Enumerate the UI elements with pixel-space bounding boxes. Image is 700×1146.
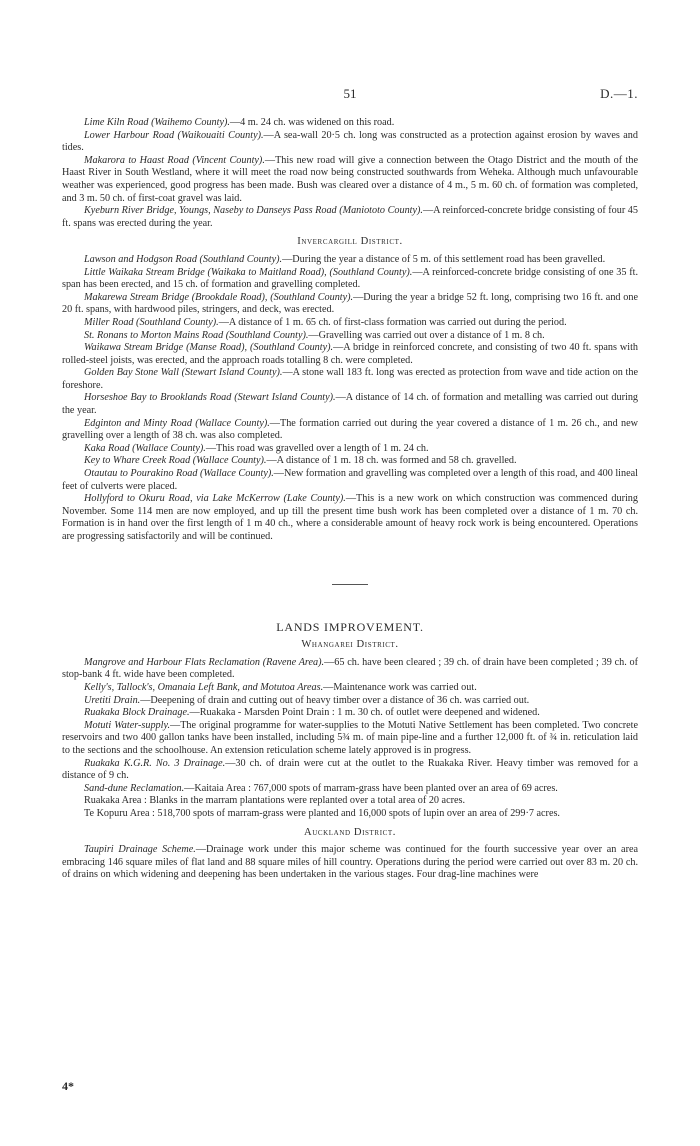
paragraph <box>62 317 638 330</box>
paragraph-text: —This new road will give a connection between the Otago District and the mouth of the Haast River in South Westland, where it will meet the road now being constructed southwards from Weheka. Although much unfavourable weather was experienced, good progress has been made. Bush was cleared over a distance of 4 m., 5 m. 60 ch. of formation was completed, and 3 m. 50 ch. of first-coat gravel was laid. <box>62 154 638 204</box>
section-divider <box>332 584 368 585</box>
paragraph-title: Kaka Road (Wallace County). <box>84 442 206 454</box>
paragraph-text: —A reinforced-concrete bridge consisting of four 45 ft. spans was erected during the year. <box>62 205 638 229</box>
paragraph-title: Little Waikaka Stream Bridge (Waikaka to Maitland Road), (Southland County). <box>84 266 413 278</box>
paragraph-text: —30 ch. of drain were cut at the outlet to the Ruakaka River. Heavy timber was removed for a distance of 9 ch. <box>62 757 638 782</box>
paragraph-title: St. Ronans to Morton Mains Road (Southland County). <box>84 329 309 341</box>
paragraph <box>62 418 638 443</box>
paragraph <box>62 130 638 155</box>
paragraph-title: Horseshoe Bay to Brooklands Road (Stewart Island County). <box>84 392 336 404</box>
paragraph <box>62 493 638 543</box>
paragraph-title: Lime Kiln Road (Waihemo County). <box>84 117 230 128</box>
paragraph-text: —The formation carried out during the year covered a distance of 1 m. 26 ch., and new gravelling over a length of 38 ch. was also completed. <box>62 417 638 442</box>
paragraph-text: —This road was gravelled over a length of 1 m. 24 ch. <box>205 442 429 454</box>
paragraph <box>62 155 638 205</box>
paragraph-text: —Deepening of drain and cutting out of heavy timber over a distance of 36 ch. was carried out. <box>140 694 530 706</box>
paragraph <box>62 795 638 808</box>
paragraph-title: Otautau to Pourakino Road (Wallace County). <box>84 468 274 480</box>
page-body <box>62 117 638 882</box>
paragraph <box>62 205 638 230</box>
paragraph <box>62 844 638 882</box>
paragraph-title: Waikawa Stream Bridge (Manse Road), (Southland County). <box>84 342 334 354</box>
paragraph-text: Ruakaka Area : Blanks in the marram plantations were replanted over a total area of 20 acres. <box>84 795 466 807</box>
paragraph-text: —During the year a bridge 52 ft. long, comprising two 16 ft. and one 20 ft. spans, with hardwood piles, stringers, and deck, was erected. <box>62 291 638 316</box>
paragraph-title: Makarewa Stream Bridge (Brookdale Road), (Southland County). <box>84 291 354 303</box>
paragraph-text: —Ruakaka - Marsden Point Drain : 1 m. 30 ch. of outlet were deepened and widened. <box>189 707 540 719</box>
paragraph-text: —New formation and gravelling was completed over a length of this road, and 400 lineal feet of culverts were placed. <box>62 468 638 492</box>
paragraph-title: Hollyford to Okuru Road, via Lake McKerrow (Lake County). <box>84 493 346 505</box>
paragraph-title: Mangrove and Harbour Flats Reclamation (Ravene Area). <box>84 656 325 668</box>
signature-mark: 4* <box>62 1079 74 1093</box>
paragraph <box>62 720 638 758</box>
auckland-section <box>62 844 638 882</box>
paragraph-text: —Maintenance work was carried out. <box>323 681 477 693</box>
paragraph <box>62 707 638 720</box>
paragraph-title: Edginton and Minty Road (Wallace County). <box>84 417 270 429</box>
paragraph-text: —A distance of 14 ch. of formation and metalling was carried out during the year. <box>62 392 639 417</box>
paragraph-title: Ruakaka Block Drainage. <box>84 707 190 719</box>
paragraph-title: Makarora to Haast Road (Vincent County). <box>84 154 265 166</box>
paragraph <box>62 695 638 708</box>
paragraph-text: —The original programme for water-supplies to the Motuti Native Settlement has been completed. Two concrete reservoirs and two 400 gallon tanks have been installed, including 5¾ m. of main pipe-line and a further 12,000 ft. of ¾ in. reticulation laid to the sections and the schoolhouse. An extension reticulation scheme lately approved is in progress. <box>62 719 638 756</box>
paragraph-title: Kelly's, Tallock's, Omanaia Left Bank, and Motutoa Areas. <box>84 681 324 693</box>
paragraph <box>62 758 638 783</box>
otago-roads-section <box>62 117 638 230</box>
document-reference: D.—1. <box>600 86 638 101</box>
paragraph <box>62 267 638 292</box>
paragraph-text: —This is a new work on which construction was commenced during November. Some 114 men are now employed, and up till the present time bush work has been completed over a distance of 1 m. 70 ch. Formation is in hand over the first length of 1 m 40 ch., where a considerable amount of heavy rock work is being encountered. Operations are progressing satisfactorily and will be continued. <box>62 493 638 542</box>
paragraph-text: Te Kopuru Area : 518,700 spots of marram-grass were planted and 16,000 spots of lupin over an area of 299·7 acres. <box>84 807 560 819</box>
paragraph <box>62 657 638 682</box>
paragraph <box>62 443 638 456</box>
paragraph <box>62 783 638 796</box>
paragraph-text: —Kaitaia Area : 767,000 spots of marram-grass have been planted over an area of 69 acres. <box>184 782 558 794</box>
whangarei-section <box>62 657 638 821</box>
invercargill-roads-section <box>62 254 638 544</box>
paragraph <box>62 468 638 493</box>
paragraph <box>62 455 638 468</box>
paragraph <box>62 117 638 130</box>
paragraph <box>62 808 638 821</box>
paragraph <box>62 682 638 695</box>
paragraph-text: —A stone wall 183 ft. long was erected as protection from wave and tide action on the foreshore. <box>62 367 638 391</box>
paragraph <box>62 367 638 392</box>
paragraph-text: —4 m. 24 ch. was widened on this road. <box>229 117 395 128</box>
paragraph-title: Key to Whare Creek Road (Wallace County). <box>84 455 267 467</box>
paragraph-text: —65 ch. have been cleared ; 39 ch. of drain have been completed ; 39 ch. of stop-bank 4 ft. wide have been completed. <box>62 656 638 681</box>
paragraph <box>62 330 638 343</box>
paragraph-text: —Gravelling was carried out over a distance of 1 m. 8 ch. <box>308 329 545 341</box>
paragraph-text: —A bridge in reinforced concrete, and consisting of two 40 ft. spans with rolled-steel joists, was erected, and the approach roads totalling 8 ch. were completed. <box>62 342 638 366</box>
paragraph <box>62 292 638 317</box>
paragraph-title: Lower Harbour Road (Waikouaiti County). <box>84 129 264 141</box>
district-heading-auckland: Auckland District. <box>303 826 397 838</box>
paragraph <box>62 392 638 417</box>
district-heading-whangarei: Whangarei District. <box>301 639 399 651</box>
paragraph-text: —During the year a distance of 5 m. of this settlement road has been gravelled. <box>282 253 606 265</box>
paragraph-title: Sand-dune Reclamation. <box>84 782 185 794</box>
paragraph-title: Miller Road (Southland County). <box>84 316 219 328</box>
paragraph-text: —A reinforced-concrete bridge consisting of one 35 ft. span has been erected, and 15 ch. of formation and gravelling completed. <box>62 266 638 291</box>
paragraph-title: Taupiri Drainage Scheme. <box>84 844 196 856</box>
section-heading-lands-improvement: LANDS IMPROVEMENT. <box>276 619 424 634</box>
paragraph-title: Kyeburn River Bridge, Youngs, Naseby to Danseys Pass Road (Maniototo County). <box>84 205 423 217</box>
district-heading-invercargill: Invercargill District. <box>297 236 403 248</box>
paragraph-title: Uretiti Drain. <box>84 694 141 706</box>
paragraph <box>62 254 638 267</box>
paragraph-title: Ruakaka K.G.R. No. 3 Drainage. <box>84 757 226 769</box>
page-number: 51 <box>343 86 357 101</box>
paragraph-title: Motuti Water-supply. <box>84 719 170 731</box>
paragraph <box>62 342 638 367</box>
paragraph-text: —Drainage work under this major scheme was continued for the fourth successive year over an area embracing 146 square miles of flat land and 88 square miles of hill country. Operations during the period were carried out over 83 m. 20 ch. of drains on which widening and deepening has been undertaken in the various stages. Four drag-line machines were <box>62 844 639 881</box>
paragraph-title: Golden Bay Stone Wall (Stewart Island County). <box>84 367 283 379</box>
paragraph-text: —A sea-wall 20·5 ch. long was constructed as a protection against erosion by waves and tides. <box>62 129 638 154</box>
paragraph-text: —A distance of 1 m. 65 ch. of first-class formation was carried out during the period. <box>218 316 567 328</box>
paragraph-title: Lawson and Hodgson Road (Southland County). <box>84 253 283 265</box>
paragraph-text: —A distance of 1 m. 18 ch. was formed and 58 ch. gravelled. <box>266 455 517 467</box>
